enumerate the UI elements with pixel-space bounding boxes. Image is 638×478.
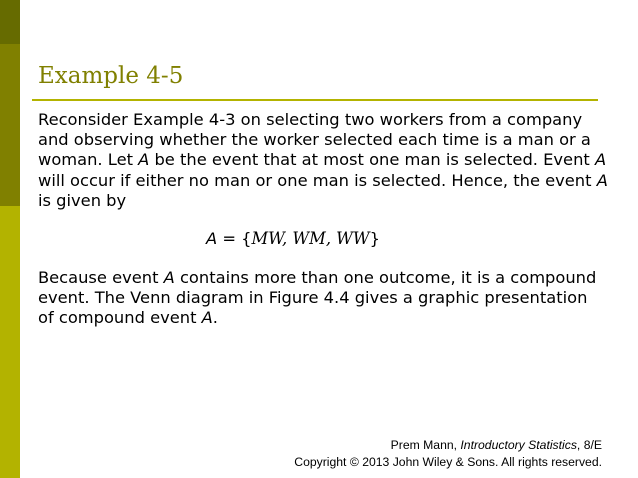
footer-author-line — [294, 437, 602, 454]
equation-lhs: A — [206, 229, 218, 248]
event-a: A — [138, 150, 150, 170]
event-a: A — [596, 170, 608, 190]
footer-copyright: Copyright © 2013 John Wiley & Sons. All rights reserved. — [294, 455, 602, 469]
event-a: A — [594, 150, 607, 170]
para2-text-3: . — [212, 308, 218, 328]
paragraph-1 — [38, 110, 608, 211]
equation-set: MW, WM, WW — [251, 229, 370, 248]
event-a: A — [201, 308, 213, 328]
sidebar-light-band — [0, 206, 20, 478]
equation-close: } — [369, 229, 380, 248]
slide-title: Example 4-5 — [38, 63, 184, 89]
para1-text-1: Reconsider Example 4-3 on selecting two workers from a company and observing whether the worker selected each time is a man or a woman. Let — [38, 110, 591, 170]
sidebar-dark-band — [0, 0, 20, 44]
para1-text-3: will occur if either no man or one man is selected. Hence, the event — [38, 170, 597, 190]
para2-text-1: Because event — [38, 268, 164, 287]
equation-equals: = { — [217, 229, 252, 248]
para1-text-4: is given by — [38, 190, 127, 210]
footer-book: Introductory Statistics — [460, 438, 577, 452]
para1-text-2: be the event that at most one man is selected. Event — [149, 150, 595, 170]
para2-text-2: contains more than one outcome, it is a compound event. The Venn diagram in Figure 4.4 gives a graphic presentation of compound event — [38, 268, 597, 328]
paragraph-2 — [38, 268, 608, 329]
title-underline — [32, 99, 598, 101]
set-equation — [206, 229, 380, 248]
decorative-sidebar — [0, 0, 20, 478]
footer-credit — [294, 437, 602, 471]
sidebar-mid-band — [0, 44, 20, 206]
footer-edition: , 8/E — [576, 438, 602, 452]
footer-author: Prem Mann, — [390, 438, 461, 452]
event-a: A — [163, 268, 175, 287]
